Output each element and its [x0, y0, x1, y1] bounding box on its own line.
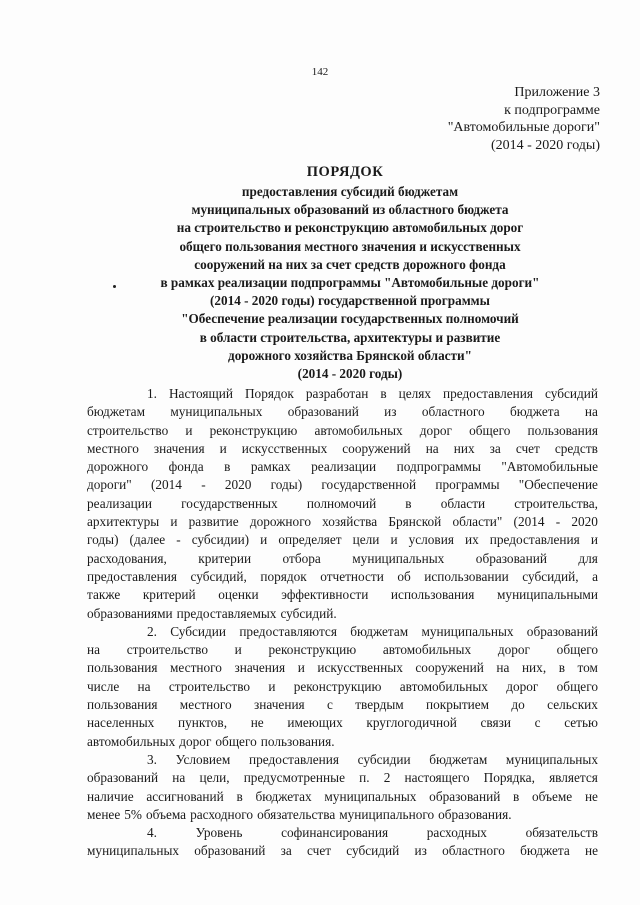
- body-line: 4. Уровень софинансирования расходных обязательств: [147, 825, 598, 841]
- body-line: бюджетам муниципальных образований из областного бюджета на: [87, 404, 598, 420]
- subtitle-line: дорожного хозяйства Брянской области": [228, 347, 472, 363]
- body-line: пользования местного значения и искусственных сооружений на них, в том: [87, 660, 598, 676]
- body-line: 3. Условием предоставления субсидии бюджетам муниципальных: [147, 751, 598, 767]
- body-line: также критерий оценки эффективности использования муниципальными: [87, 587, 598, 603]
- subtitle-line: "Обеспечение реализации государственных полномочий: [181, 311, 519, 327]
- body-line: реализации государственных полномочий в области строительства,: [87, 495, 598, 511]
- body-line: местного значения и искусственных сооружений на них за счет средств: [87, 440, 598, 456]
- body-line: числе на строительство и реконструкцию автомобильных дорог общего: [87, 678, 598, 694]
- body-line: дороги" (2014 - 2020 годы) государственной программы "Обеспечение: [87, 477, 598, 493]
- body-line: муниципальных образований за счет субсидий из областного бюджета не: [87, 843, 598, 859]
- body-line: населенных пунктов, не имеющих круглогодичной связи с сетью: [87, 715, 598, 731]
- subtitle-line: сооружений на них за счет средств дорожного фонда: [194, 256, 506, 272]
- scan-speck: [113, 285, 116, 288]
- subtitle-line: (2014 - 2020 годы): [297, 366, 403, 382]
- body-line: годы) (далее - субсидии) и определяет цели и условия их предоставления и: [87, 532, 598, 548]
- document-title: ПОРЯДОК: [306, 164, 384, 180]
- body-line: менее 5% объема расходного обязательства муниципального образования.: [87, 806, 512, 822]
- subtitle-line: на строительство и реконструкцию автомобильных дорог: [176, 220, 524, 236]
- body-line: строительство и реконструкцию автомобильных дорог общего пользования: [87, 422, 598, 438]
- subtitle-line: муниципальных образований из областного бюджета: [191, 202, 509, 218]
- subtitle-line: в области строительства, архитектуры и развитие: [199, 329, 501, 345]
- body-line: образований на цели, предусмотренные п. 2 настоящего Порядка, является: [87, 770, 598, 786]
- appendix-line: к подпрограмме: [504, 102, 600, 118]
- subtitle-line: предоставления субсидий бюджетам: [241, 184, 459, 199]
- page-number: 142: [311, 66, 329, 78]
- subtitle-line: общего пользования местного значения и искусственных: [179, 238, 521, 254]
- subtitle-line: (2014 - 2020 годы) государственной программы: [210, 293, 490, 309]
- appendix-line: Приложение 3: [514, 85, 600, 100]
- body-line: дорожного фонда в рамках реализации подпрограммы "Автомобильные: [87, 459, 598, 475]
- appendix-note: [448, 84, 600, 154]
- body-line: образованиями предоставляемых субсидий.: [87, 605, 337, 621]
- subtitle-line: в рамках реализации подпрограммы "Автомобильные дороги": [160, 275, 540, 291]
- appendix-line: (2014 - 2020 годы): [490, 137, 600, 153]
- appendix-line: "Автомобильные дороги": [447, 120, 600, 135]
- body-line: 1. Настоящий Порядок разработан в целях предоставления субсидий: [147, 386, 598, 401]
- body-line: расходования, критерии отбора муниципальных образований для: [87, 550, 598, 566]
- body-line: пользования местного значения с твердым покрытием до сельских: [87, 697, 598, 713]
- body-line: автомобильных дорог общего пользования.: [87, 733, 335, 749]
- body-line: 2. Субсидии предоставляются бюджетам муниципальных образований: [147, 623, 598, 639]
- body-text: [87, 385, 598, 861]
- body-line: архитектуры и развитие дорожного хозяйства Брянской области" (2014 - 2020: [87, 514, 598, 530]
- body-line: наличие ассигнований в бюджетах муниципальных образований в объеме не: [87, 788, 598, 804]
- body-line: на строительство и реконструкцию автомобильных дорог общего: [87, 642, 598, 658]
- body-line: предоставления субсидий, порядок отчетности об использовании субсидий, а: [87, 568, 598, 584]
- document-subtitle: [80, 183, 620, 383]
